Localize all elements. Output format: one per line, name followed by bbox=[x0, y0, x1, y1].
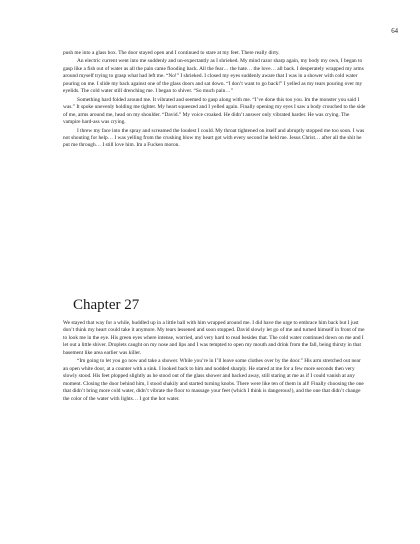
text-block-bottom bbox=[63, 320, 366, 404]
paragraph: push me into a glass box. The door stayed open and I continued to stare at my feet. There really dirty. bbox=[63, 50, 280, 56]
paragraph: I threw my face into the spray and screamed the loudest I could. My throat tightened on itself and abruptly stopped me too soon. I was not shouting for help… I was yelling from the crushing blow my heart got with every second he held me. Jesus Christ… after all the shit he put me through… I still love him. Im a Fucken moron. bbox=[63, 127, 365, 149]
paragraph: Something hard folded around me. It vibrated and seemed to gasp along with me. “I’ve done this too you. Im the monster you said I was.” It spoke unevenly holding me tighter. My heart squeezed and I yelled again. Finally opening my eyes I saw a body crouched to the side of me, arms around me, head on my shoulder. “David.” My voice croaked. He didn’t answer only vibrated harder. He was crying. The vampire hard-ass was crying. bbox=[63, 96, 366, 126]
text-block-top bbox=[63, 50, 366, 151]
paragraph: We stayed that way for a while, huddled up in a little ball with him wrapped around me. I did have the urge to embrace him back but I just don’t think my heart could take it anymore. My tears lessened and soon stopped. David slowly let go of me and turned himself in front of me to look me in the eye. His green eyes where intense, worried, and very hard to read besides that. The cold water continued down on me and I let out a little shiver. Droplets caught on my nose and lips and I was tempted to open my mouth and drink from the fall, being thirsty in that basement like area earlier was killer. bbox=[63, 320, 365, 356]
chapter-heading: Chapter 27 bbox=[73, 297, 140, 313]
page-number: 64 bbox=[391, 28, 398, 35]
paragraph: “Im going to let you go now and take a shower. While you’re in I’ll leave some clothes over by the door.” His arm stretched out near an open white door, at a counter with a sink. I looked back to him and nodded sharply. He stared at me for a few more seconds then very slowly stood. His feet plopped slightly as he stood out of the glass shower and backed away, still staring at me as if I could vanish at any moment. Closing the door behind him, I stood shakily and started turning knobs. There were like ten of them in all! Finally choosing the one that didn’t bring more cold water, didn’t vibrate the floor to massage your feet (which I think is dangerous!), and the one that didn’t change the color of the water with lights… I got the hot water. bbox=[63, 358, 364, 402]
paragraph: An electric current went into me suddenly and un-expectantly as I shrieked. My mind razor sharp again, my body my own, I began to gasp like a fish out of water as all the pain came flooding back. All the fear… the hate… the love… all back. I desperately wrapped my arms around myself trying to grasp what had left me. “No!” I shrieked. I closed my eyes suddenly aware that I was in a shower with cold water pouring on me. I slide my back against one of the glass doors and sat down. “I don’t want to go back!” I yelled as my tears pouring over my eyelids. The cold water still drenching me. I began to shiver. “So much pain…” bbox=[63, 58, 364, 95]
